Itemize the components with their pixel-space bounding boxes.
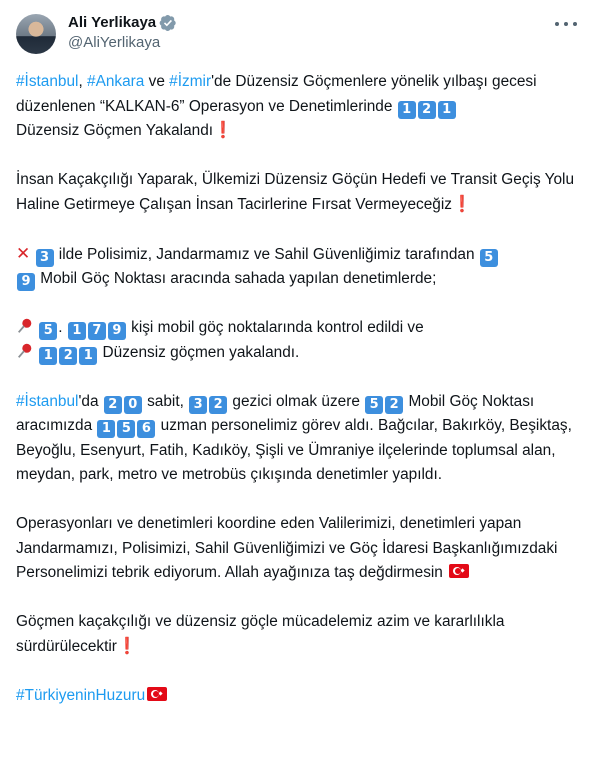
text: Düzensiz Göçmen Yakalandı xyxy=(16,122,214,139)
text: Mobil Göç Noktası aracında sahada yapılan denetimlerde; xyxy=(36,270,437,287)
keycap-digit-icon: 3 xyxy=(36,249,54,267)
keycap-digit-icon: 6 xyxy=(137,420,155,438)
paragraph-4 xyxy=(16,316,577,365)
paragraph-7 xyxy=(16,610,577,659)
keycap-digit-icon: 2 xyxy=(418,101,436,119)
hashtag-turkiyeninhuzuru[interactable]: #TürkiyeninHuzuru xyxy=(16,686,146,704)
paragraph-3 xyxy=(16,242,577,292)
keycap-digit-icon: 5 xyxy=(117,420,135,438)
tweet-header xyxy=(16,12,577,62)
keycap-digit-icon: 9 xyxy=(17,273,35,291)
keycap-digit-icon: 2 xyxy=(209,396,227,414)
text: ilde Polisimiz, Jandarmamız ve Sahil Güvenliğimiz tarafından xyxy=(54,245,479,263)
red-exclamation-icon: ❗ xyxy=(213,122,233,139)
paragraph-2 xyxy=(16,168,577,217)
red-exclamation-icon: ❗ xyxy=(451,195,472,213)
pushpin-icon xyxy=(16,342,34,360)
keycap-digit-icon: 5 xyxy=(39,322,57,340)
paragraph-5 xyxy=(16,390,577,488)
keycap-digit-icon: 5 xyxy=(480,249,498,267)
text: , xyxy=(78,73,88,90)
text: İnsan Kaçakçılığı Yaparak, Ülkemizi Düzensiz Göçün Hedefi ve Transit Geçiş Yolu Haline Getirmeye Çalışan İnsan Tacirlerine Fırsat Vermeyeceğiz xyxy=(16,171,575,213)
display-name[interactable]: Ali Yerlikaya xyxy=(68,14,157,31)
keycap-digit-icon: 2 xyxy=(385,396,403,414)
keycap-digit-icon: 1 xyxy=(68,322,86,340)
paragraph-1 xyxy=(16,70,577,144)
text: 'da xyxy=(78,392,103,410)
turkey-flag-icon xyxy=(449,564,469,578)
keycap-digit-icon: 9 xyxy=(108,322,126,340)
keycap-digit-icon: 2 xyxy=(104,396,122,414)
keycap-digit-icon: 5 xyxy=(365,396,383,414)
avatar[interactable] xyxy=(16,14,56,54)
text: uzman personelimiz görev aldı. Bağcılar, Bakırköy, Beşiktaş, Beyoğlu, Esenyurt, Fatih, Kadıköy, Şişli ve Ümraniye ilçelerinde toplumsal alan, meydan, park, metro ve metrobüs çıkışında denetimler yapıldı. xyxy=(16,417,572,483)
hashtag-ankara[interactable]: #Ankara xyxy=(87,73,145,90)
keycap-digit-icon: 1 xyxy=(398,101,416,119)
text: Mobil Göç Noktası aracımızda xyxy=(16,392,535,434)
text: . xyxy=(58,319,63,336)
keycap-digit-icon: 2 xyxy=(59,347,77,365)
pushpin-icon xyxy=(16,317,34,335)
keycap-digit-icon: 1 xyxy=(79,347,97,365)
text: sabit, xyxy=(142,392,189,410)
keycap-digit-icon: 0 xyxy=(124,396,142,414)
red-cross-icon: ✕ xyxy=(16,243,31,263)
hashtag-istanbul[interactable]: #İstanbul xyxy=(16,392,79,410)
hashtag-istanbul[interactable]: #İstanbul xyxy=(16,73,79,90)
tweet-body xyxy=(16,70,577,708)
user-handle[interactable]: @AliYerlikaya xyxy=(68,34,161,51)
keycap-digit-icon: 1 xyxy=(39,347,57,365)
text: 'de Düzensiz Göçmenlere yönelik yılbaşı gecesi düzenlenen “KALKAN-6” Operasyon ve Denetimlerinde xyxy=(16,73,537,115)
keycap-digit-icon: 1 xyxy=(438,101,456,119)
hashtag-izmir[interactable]: #İzmir xyxy=(169,73,212,90)
text: Operasyonları ve denetimleri koordine eden Valilerimizi, denetimleri yapan Jandarmamızı, Polisimizi, Sahil Güvenliğimizi ve Göç İdaresi Başkanlığımızdaki Personelimizi tebrik ediyorum. Allah ayağınıza taş değdirmesin xyxy=(16,515,558,581)
paragraph-6 xyxy=(16,512,577,586)
keycap-digit-icon: 7 xyxy=(88,322,106,340)
turkey-flag-icon xyxy=(147,687,167,701)
text: ve xyxy=(144,73,170,90)
red-exclamation-icon: ❗ xyxy=(116,637,137,655)
text: Düzensiz göçmen yakalandı. xyxy=(98,343,300,361)
author-info xyxy=(68,12,177,53)
keycap-digit-icon: 1 xyxy=(97,420,115,438)
name-row xyxy=(68,13,177,33)
keycap-digit-icon: 3 xyxy=(189,396,207,414)
paragraph-8 xyxy=(16,684,577,709)
verified-badge-icon xyxy=(159,14,177,32)
text: kişi mobil göç noktalarında kontrol edildi ve xyxy=(126,319,424,336)
text: Göçmen kaçakçılığı ve düzensiz göçle mücadelemiz azim ve kararlılıkla sürdürülecektir xyxy=(16,613,505,655)
more-options-icon[interactable] xyxy=(555,16,577,32)
text: gezici olmak üzere xyxy=(228,392,365,410)
